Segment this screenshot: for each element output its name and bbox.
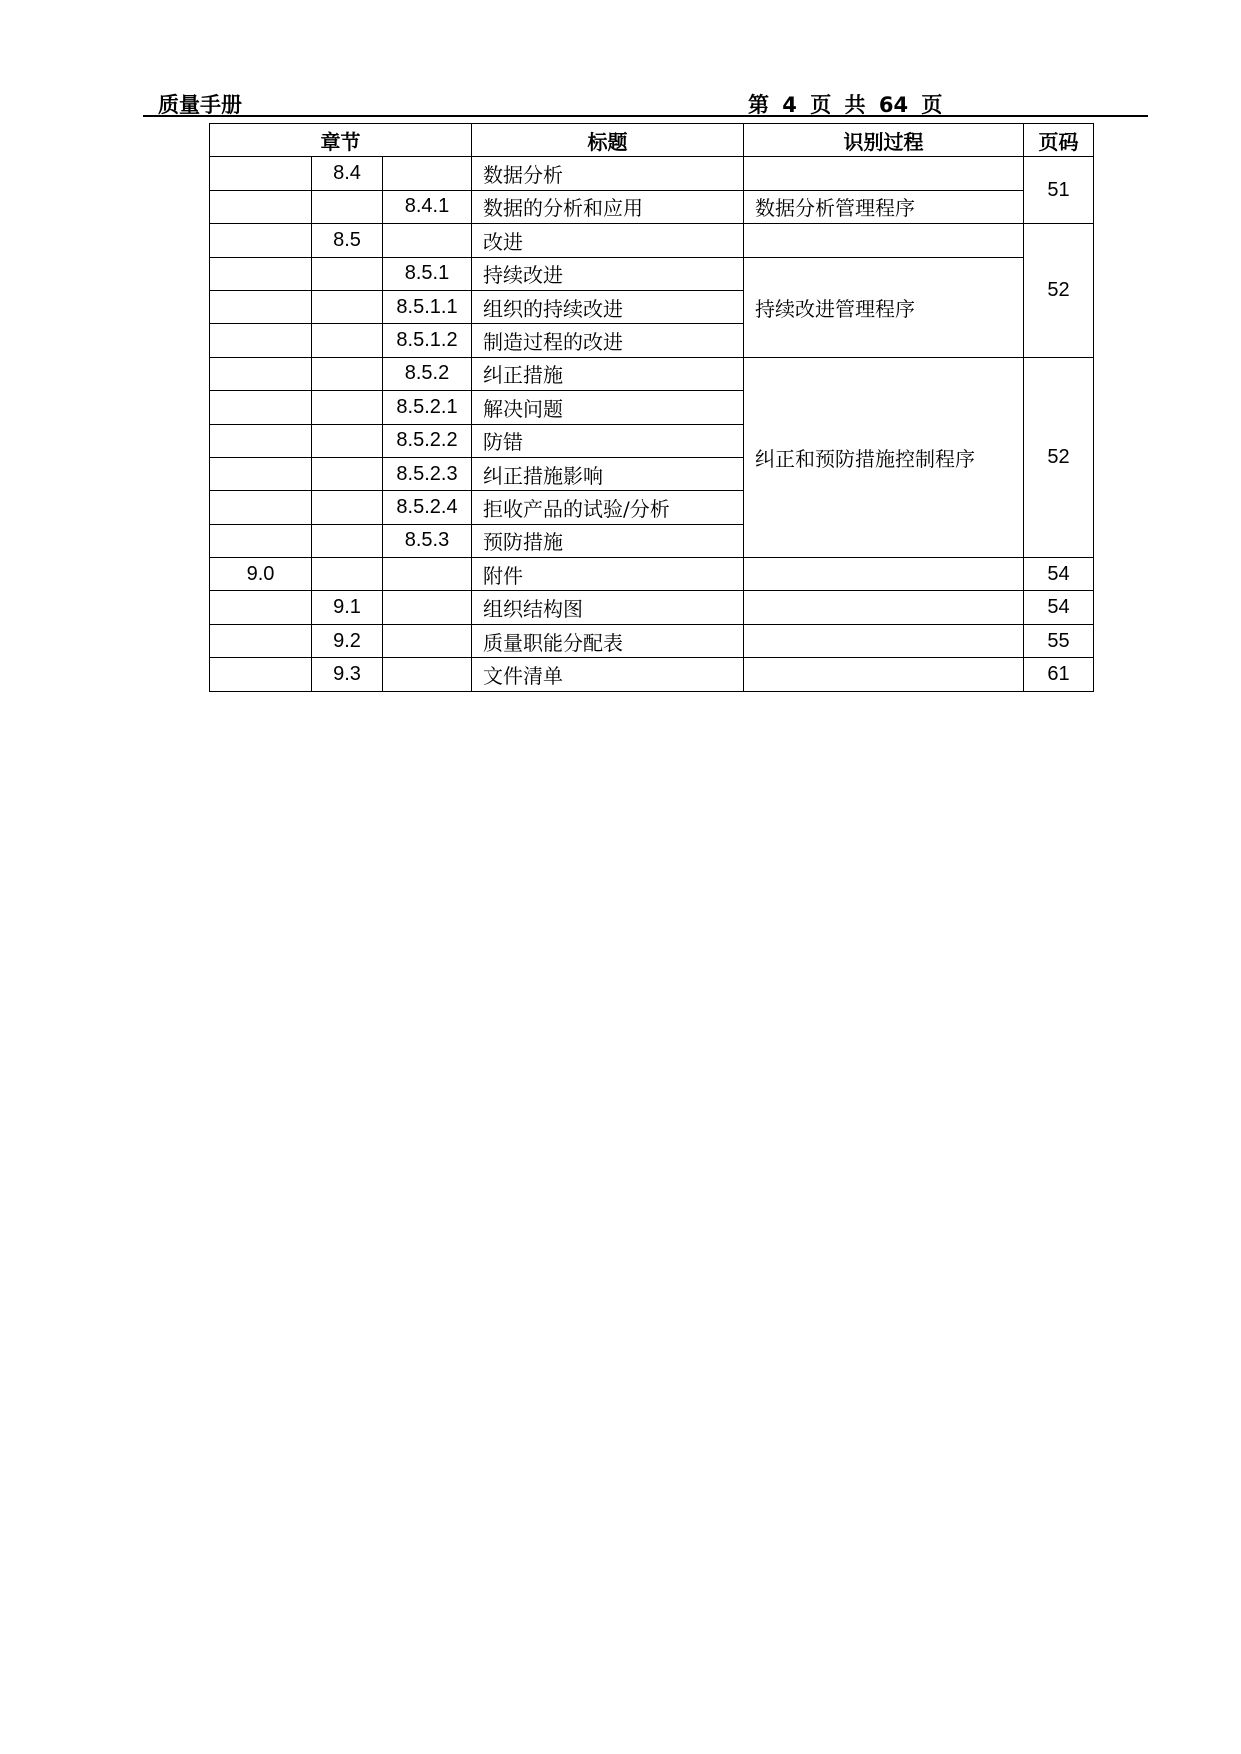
section-l2: 9.1 xyxy=(312,591,383,624)
document-title: 质量手册 xyxy=(158,93,242,117)
section-l1 xyxy=(210,491,312,524)
section-l1: 9.0 xyxy=(210,558,312,591)
section-title: 组织的持续改进 xyxy=(472,290,744,323)
table-row xyxy=(210,591,1094,624)
process-cell: 持续改进管理程序 xyxy=(744,257,1024,357)
page-cell: 54 xyxy=(1024,591,1094,624)
section-l2 xyxy=(312,457,383,490)
section-l1 xyxy=(210,157,312,190)
table-header-row xyxy=(210,124,1094,157)
section-l3 xyxy=(383,658,472,691)
table-row xyxy=(210,190,1094,223)
section-title: 文件清单 xyxy=(472,658,744,691)
table-row xyxy=(210,558,1094,591)
section-l1 xyxy=(210,591,312,624)
process-cell: 数据分析管理程序 xyxy=(744,190,1024,223)
section-l1 xyxy=(210,257,312,290)
table-row xyxy=(210,357,1094,390)
section-l3: 8.5.1 xyxy=(383,257,472,290)
section-title: 附件 xyxy=(472,558,744,591)
section-l3: 8.5.1.1 xyxy=(383,290,472,323)
section-l2 xyxy=(312,257,383,290)
section-l3: 8.5.2.4 xyxy=(383,491,472,524)
page-cell: 54 xyxy=(1024,558,1094,591)
process-cell xyxy=(744,658,1024,691)
section-title: 质量职能分配表 xyxy=(472,624,744,657)
page-cell: 61 xyxy=(1024,658,1094,691)
section-l1 xyxy=(210,658,312,691)
section-l2: 9.3 xyxy=(312,658,383,691)
page-cell: 52 xyxy=(1024,357,1094,557)
section-title: 拒收产品的试验/分析 xyxy=(472,491,744,524)
section-l2 xyxy=(312,524,383,557)
section-l2 xyxy=(312,424,383,457)
section-l2 xyxy=(312,357,383,390)
section-title: 组织结构图 xyxy=(472,591,744,624)
page-number: 第 4 页 共 64 页 xyxy=(748,93,943,117)
process-cell xyxy=(744,558,1024,591)
section-l2 xyxy=(312,558,383,591)
table-row xyxy=(210,624,1094,657)
section-l3: 8.5.3 xyxy=(383,524,472,557)
section-l1 xyxy=(210,190,312,223)
section-l2 xyxy=(312,190,383,223)
header-divider xyxy=(143,115,1148,117)
header-title: 标题 xyxy=(472,124,744,157)
section-l1 xyxy=(210,424,312,457)
section-l3 xyxy=(383,224,472,257)
section-l1 xyxy=(210,290,312,323)
header-section: 章节 xyxy=(210,124,472,157)
process-cell xyxy=(744,624,1024,657)
table-row xyxy=(210,224,1094,257)
section-title: 改进 xyxy=(472,224,744,257)
section-l1 xyxy=(210,324,312,357)
section-l2 xyxy=(312,391,383,424)
section-title: 数据的分析和应用 xyxy=(472,190,744,223)
section-l1 xyxy=(210,457,312,490)
section-l1 xyxy=(210,357,312,390)
table-row xyxy=(210,658,1094,691)
page-cell: 52 xyxy=(1024,224,1094,358)
page-cell: 55 xyxy=(1024,624,1094,657)
section-l3: 8.5.1.2 xyxy=(383,324,472,357)
header-process: 识别过程 xyxy=(744,124,1024,157)
section-l2: 8.4 xyxy=(312,157,383,190)
process-cell: 纠正和预防措施控制程序 xyxy=(744,357,1024,557)
section-l3 xyxy=(383,624,472,657)
section-title: 制造过程的改进 xyxy=(472,324,744,357)
section-l2 xyxy=(312,491,383,524)
section-l3: 8.5.2.1 xyxy=(383,391,472,424)
section-title: 持续改进 xyxy=(472,257,744,290)
section-l3 xyxy=(383,157,472,190)
section-l3: 8.5.2.2 xyxy=(383,424,472,457)
section-title: 纠正措施影响 xyxy=(472,457,744,490)
section-title: 预防措施 xyxy=(472,524,744,557)
section-l2: 9.2 xyxy=(312,624,383,657)
section-l1 xyxy=(210,224,312,257)
header-page: 页码 xyxy=(1024,124,1094,157)
section-l1 xyxy=(210,524,312,557)
page-cell: 51 xyxy=(1024,157,1094,224)
section-l1 xyxy=(210,624,312,657)
section-l1 xyxy=(210,391,312,424)
section-l3: 8.5.2.3 xyxy=(383,457,472,490)
section-l3 xyxy=(383,591,472,624)
section-title: 解决问题 xyxy=(472,391,744,424)
section-l3 xyxy=(383,558,472,591)
table-row xyxy=(210,157,1094,190)
table-of-contents xyxy=(209,123,1094,692)
process-cell xyxy=(744,224,1024,257)
section-title: 纠正措施 xyxy=(472,357,744,390)
process-cell xyxy=(744,157,1024,190)
section-title: 防错 xyxy=(472,424,744,457)
section-title: 数据分析 xyxy=(472,157,744,190)
section-l3: 8.4.1 xyxy=(383,190,472,223)
section-l2 xyxy=(312,324,383,357)
process-cell xyxy=(744,591,1024,624)
section-l2: 8.5 xyxy=(312,224,383,257)
table-row xyxy=(210,257,1094,290)
section-l2 xyxy=(312,290,383,323)
section-l3: 8.5.2 xyxy=(383,357,472,390)
